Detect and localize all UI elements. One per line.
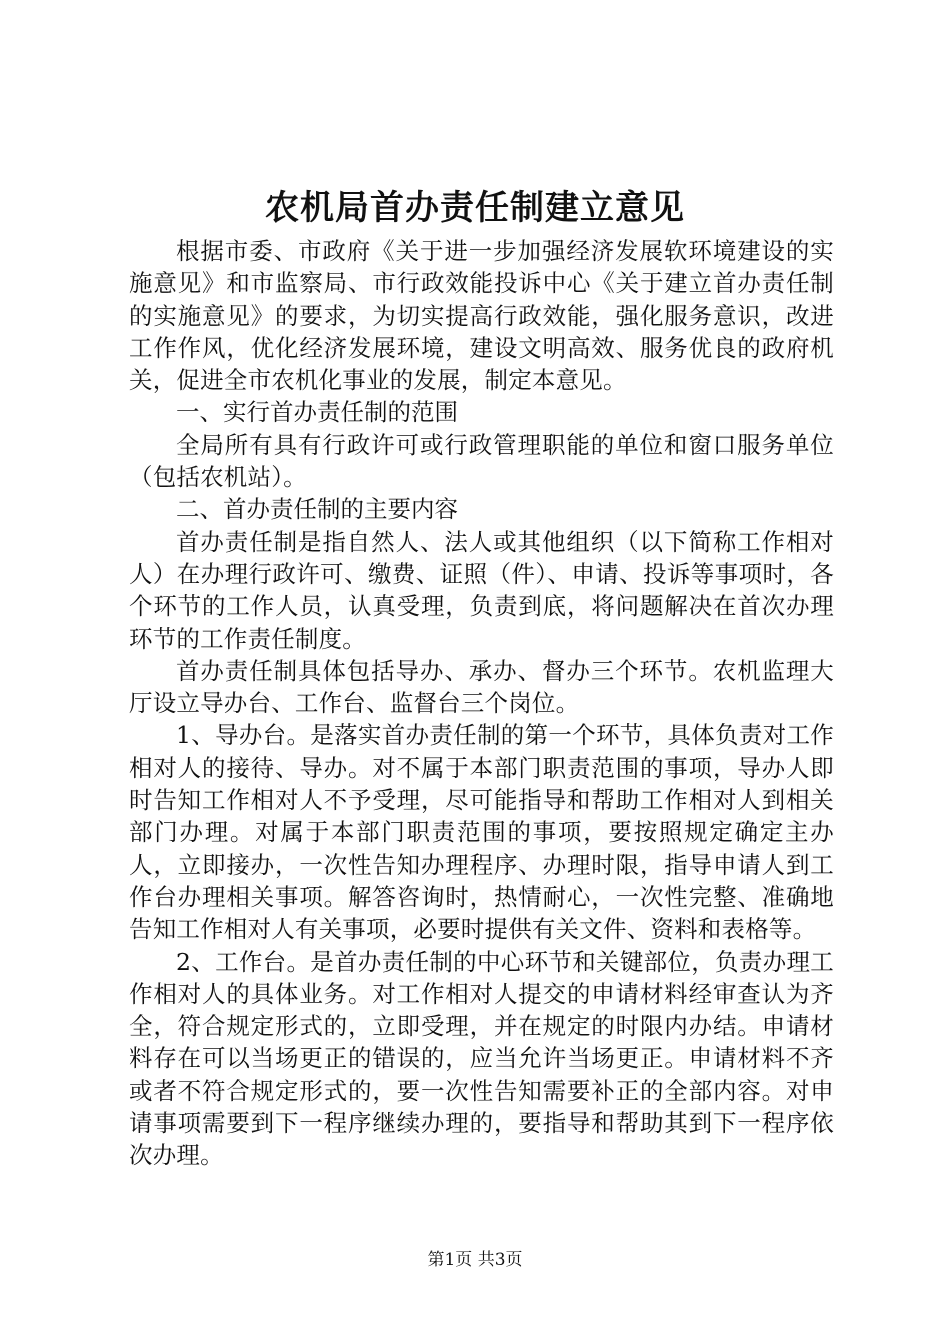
intro-paragraph: 根据市委、市政府《关于进一步加强经济发展软环境建设的实施意见》和市监察局、市行政效能投诉中心《关于建立首办责任制的实施意见》的要求，为切实提高行政效能，强化服务意识，改进工作作风，优化经济发展环境，建设文明高效、服务优良的政府机关，促进全市农机化事业的发展，制定本意见。 [129, 237, 834, 395]
page-footer: 第1页 共3页 [427, 1250, 523, 1270]
work-desk-paragraph: 2、工作台。是首办责任制的中心环节和关键部位，负责办理工作相对人的具体业务。对工作相对人提交的申请材料经审查认为齐全，符合规定形式的，立即受理，并在规定的时限内办结。申请材料存在可以当场更正的错误的，应当允许当场更正。申请材料不齐或者不符合规定形式的，要一次性告知需要补正的全部内容。对申请事项需要到下一程序继续办理的，要指导和帮助其到下一程序依次办理。 [129, 947, 834, 1170]
stages-paragraph: 首办责任制具体包括导办、承办、督办三个环节。农机监理大厅设立导办台、工作台、监督台三个岗位。 [129, 656, 834, 718]
scope-paragraph: 全局所有具有行政许可或行政管理职能的单位和窗口服务单位（包括农机站）。 [129, 430, 834, 492]
definition-paragraph: 首办责任制是指自然人、法人或其他组织（以下简称工作相对人）在办理行政许可、缴费、证照（件）、申请、投诉等事项时，各个环节的工作人员，认真受理，负责到底，将问题解决在首次办理环节的工作责任制度。 [129, 527, 834, 653]
guide-desk-paragraph: 1、导办台。是落实首办责任制的第一个环节，具体负责对工作相对人的接待、导办。对不属于本部门职责范围的事项，导办人即时告知工作相对人不予受理，尽可能指导和帮助工作相对人到相关部门办理。对属于本部门职责范围的事项，要按照规定确定主办人，立即接办，一次性告知办理程序、办理时限，指导申请人到工作台办理相关事项。解答咨询时，热情耐心，一次性完整、准确地告知工作相对人有关事项，必要时提供有关文件、资料和表格等。 [129, 721, 834, 944]
section-heading-content: 二、首办责任制的主要内容 [176, 495, 458, 524]
section-heading-scope: 一、实行首办责任制的范围 [176, 398, 458, 427]
document-body [129, 235, 834, 1172]
document-title: 农机局首办责任制建立意见 [265, 188, 685, 228]
